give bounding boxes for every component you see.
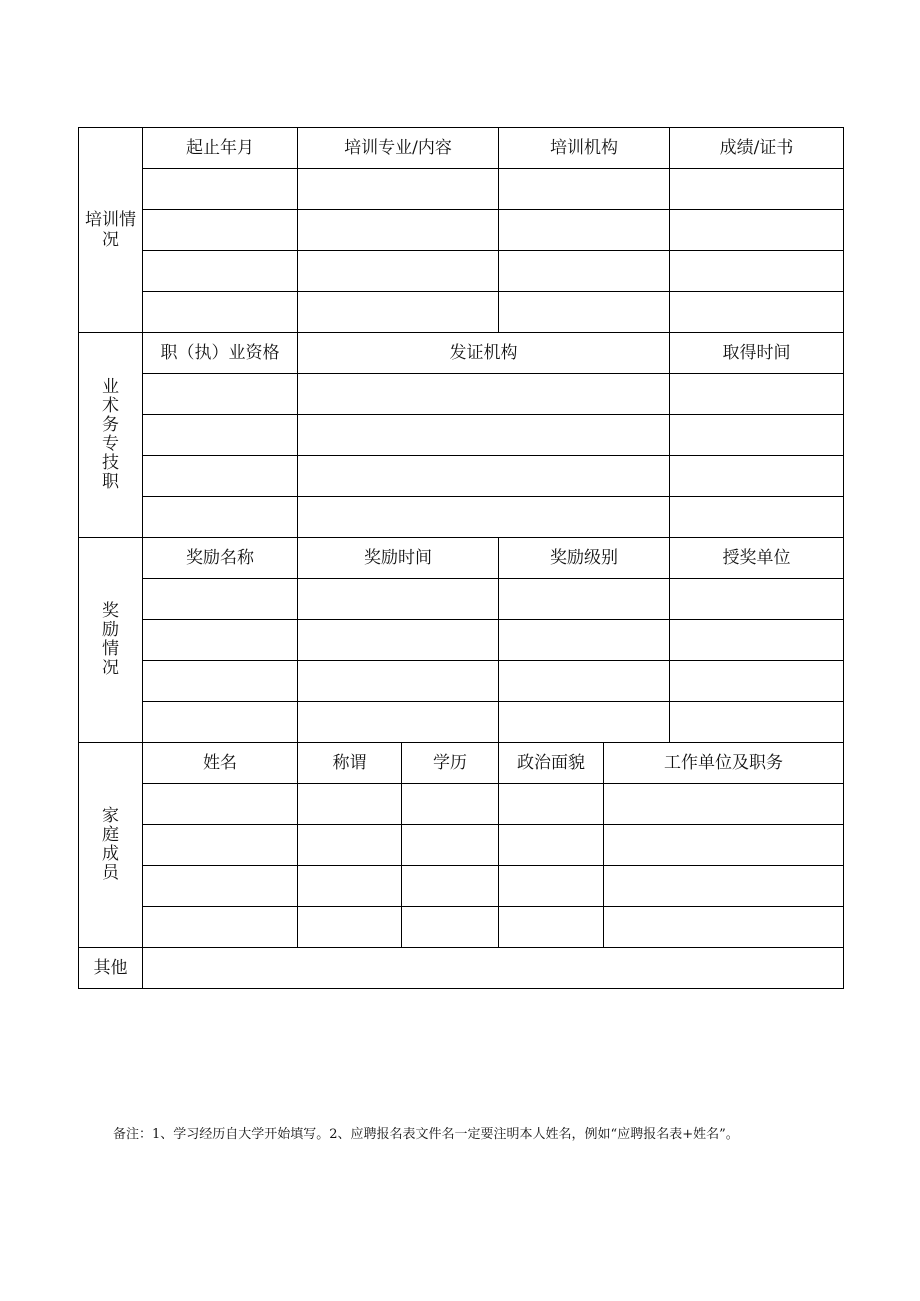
awards-header-grantor: 授奖单位 — [670, 538, 844, 579]
training-cell-institution[interactable] — [499, 210, 670, 251]
family-header-row — [79, 743, 844, 784]
awards-cell-grantor[interactable] — [670, 661, 844, 702]
qualification-cell-name[interactable] — [143, 456, 298, 497]
awards-row — [79, 579, 844, 620]
qualification-header-name: 职（执）业资格 — [143, 333, 298, 374]
qualification-row — [79, 415, 844, 456]
other-row — [79, 948, 844, 989]
training-cell-institution[interactable] — [499, 169, 670, 210]
qualification-row — [79, 374, 844, 415]
qualification-title-char: 业 — [102, 377, 119, 397]
qualification-row — [79, 497, 844, 538]
training-cell-content[interactable] — [298, 169, 499, 210]
awards-row — [79, 661, 844, 702]
family-cell-relation[interactable] — [298, 825, 402, 866]
awards-cell-level[interactable] — [499, 702, 670, 743]
family-cell-name[interactable] — [143, 907, 298, 948]
training-cell-content[interactable] — [298, 251, 499, 292]
family-header-relation: 称谓 — [298, 743, 402, 784]
family-cell-political[interactable] — [499, 784, 604, 825]
qualification-cell-name[interactable] — [143, 497, 298, 538]
qualification-cell-issuer[interactable] — [298, 497, 670, 538]
training-header-content: 培训专业/内容 — [298, 128, 499, 169]
qualification-header-date: 取得时间 — [670, 333, 844, 374]
training-row — [79, 292, 844, 333]
application-form-table — [78, 127, 844, 989]
training-cell-certificate[interactable] — [670, 169, 844, 210]
family-cell-education[interactable] — [402, 866, 499, 907]
training-header-certificate: 成绩/证书 — [670, 128, 844, 169]
qualification-cell-name[interactable] — [143, 415, 298, 456]
training-header-period: 起止年月 — [143, 128, 298, 169]
awards-header-level: 奖励级别 — [499, 538, 670, 579]
qualification-cell-date[interactable] — [670, 497, 844, 538]
family-row — [79, 866, 844, 907]
family-header-employer: 工作单位及职务 — [604, 743, 844, 784]
awards-cell-grantor[interactable] — [670, 579, 844, 620]
qualification-cell-issuer[interactable] — [298, 415, 670, 456]
awards-title-char: 励 — [102, 620, 119, 640]
family-header-name: 姓名 — [143, 743, 298, 784]
family-cell-employer[interactable] — [604, 907, 844, 948]
awards-section-title — [79, 538, 143, 743]
other-section-title: 其他 — [79, 948, 143, 989]
family-cell-political[interactable] — [499, 907, 604, 948]
awards-title-char: 情 — [102, 639, 119, 659]
qualification-cell-issuer[interactable] — [298, 374, 670, 415]
family-cell-name[interactable] — [143, 784, 298, 825]
awards-title-char: 奖 — [102, 601, 119, 621]
other-content-cell[interactable] — [143, 948, 844, 989]
family-title-char: 庭 — [102, 825, 119, 845]
qualification-row — [79, 456, 844, 497]
qualification-cell-date[interactable] — [670, 374, 844, 415]
qualification-cell-issuer[interactable] — [298, 456, 670, 497]
family-cell-education[interactable] — [402, 784, 499, 825]
training-cell-institution[interactable] — [499, 292, 670, 333]
awards-cell-name[interactable] — [143, 579, 298, 620]
qualification-title-char: 术 — [102, 396, 119, 416]
awards-header-name: 奖励名称 — [143, 538, 298, 579]
family-cell-name[interactable] — [143, 866, 298, 907]
awards-header-row — [79, 538, 844, 579]
family-title-char: 成 — [102, 844, 119, 864]
training-cell-content[interactable] — [298, 292, 499, 333]
qualification-title-char: 专 — [102, 434, 119, 454]
awards-cell-level[interactable] — [499, 620, 670, 661]
training-section-title — [79, 128, 143, 333]
training-cell-certificate[interactable] — [670, 251, 844, 292]
awards-title-char: 况 — [102, 658, 119, 678]
training-cell-period[interactable] — [143, 251, 298, 292]
training-cell-period[interactable] — [143, 292, 298, 333]
awards-cell-name[interactable] — [143, 661, 298, 702]
awards-cell-date[interactable] — [298, 702, 499, 743]
family-cell-political[interactable] — [499, 866, 604, 907]
training-row — [79, 251, 844, 292]
family-row — [79, 825, 844, 866]
training-title-line2: 况 — [102, 230, 119, 250]
training-title-line1: 培训情 — [85, 210, 136, 230]
family-cell-name[interactable] — [143, 825, 298, 866]
family-row — [79, 907, 844, 948]
training-cell-content[interactable] — [298, 210, 499, 251]
qualification-header-row — [79, 333, 844, 374]
training-header-institution: 培训机构 — [499, 128, 670, 169]
family-header-political: 政治面貌 — [499, 743, 604, 784]
awards-cell-date[interactable] — [298, 620, 499, 661]
family-cell-political[interactable] — [499, 825, 604, 866]
qualification-title-char: 务 — [102, 415, 119, 435]
awards-cell-grantor[interactable] — [670, 620, 844, 661]
family-cell-relation[interactable] — [298, 866, 402, 907]
awards-cell-level[interactable] — [499, 661, 670, 702]
family-title-char: 员 — [102, 863, 119, 883]
family-section-title — [79, 743, 143, 948]
awards-cell-name[interactable] — [143, 702, 298, 743]
awards-header-date: 奖励时间 — [298, 538, 499, 579]
training-cell-certificate[interactable] — [670, 210, 844, 251]
awards-cell-date[interactable] — [298, 661, 499, 702]
family-header-education: 学历 — [402, 743, 499, 784]
qualification-section-title — [79, 333, 143, 538]
training-cell-institution[interactable] — [499, 251, 670, 292]
qualification-title-char: 技 — [102, 453, 119, 473]
family-cell-relation[interactable] — [298, 907, 402, 948]
awards-cell-level[interactable] — [499, 579, 670, 620]
family-cell-employer[interactable] — [604, 825, 844, 866]
training-header-row — [79, 128, 844, 169]
qualification-cell-date[interactable] — [670, 415, 844, 456]
training-cell-period[interactable] — [143, 169, 298, 210]
qualification-cell-date[interactable] — [670, 456, 844, 497]
training-cell-period[interactable] — [143, 210, 298, 251]
family-row — [79, 784, 844, 825]
family-cell-employer[interactable] — [604, 866, 844, 907]
awards-row — [79, 702, 844, 743]
family-cell-employer[interactable] — [604, 784, 844, 825]
training-cell-certificate[interactable] — [670, 292, 844, 333]
awards-cell-name[interactable] — [143, 620, 298, 661]
awards-row — [79, 620, 844, 661]
form-note: 备注：1、学习经历自大学开始填写。2、应聘报名表文件名一定要注明本人姓名，例如“应聘报名表+姓名”。 — [113, 1127, 739, 1142]
awards-cell-date[interactable] — [298, 579, 499, 620]
family-cell-education[interactable] — [402, 907, 499, 948]
awards-cell-grantor[interactable] — [670, 702, 844, 743]
family-cell-relation[interactable] — [298, 784, 402, 825]
family-cell-education[interactable] — [402, 825, 499, 866]
qualification-header-issuer: 发证机构 — [298, 333, 670, 374]
training-row — [79, 169, 844, 210]
qualification-cell-name[interactable] — [143, 374, 298, 415]
training-row — [79, 210, 844, 251]
family-title-char: 家 — [102, 806, 119, 826]
qualification-title-char: 职 — [102, 472, 119, 492]
